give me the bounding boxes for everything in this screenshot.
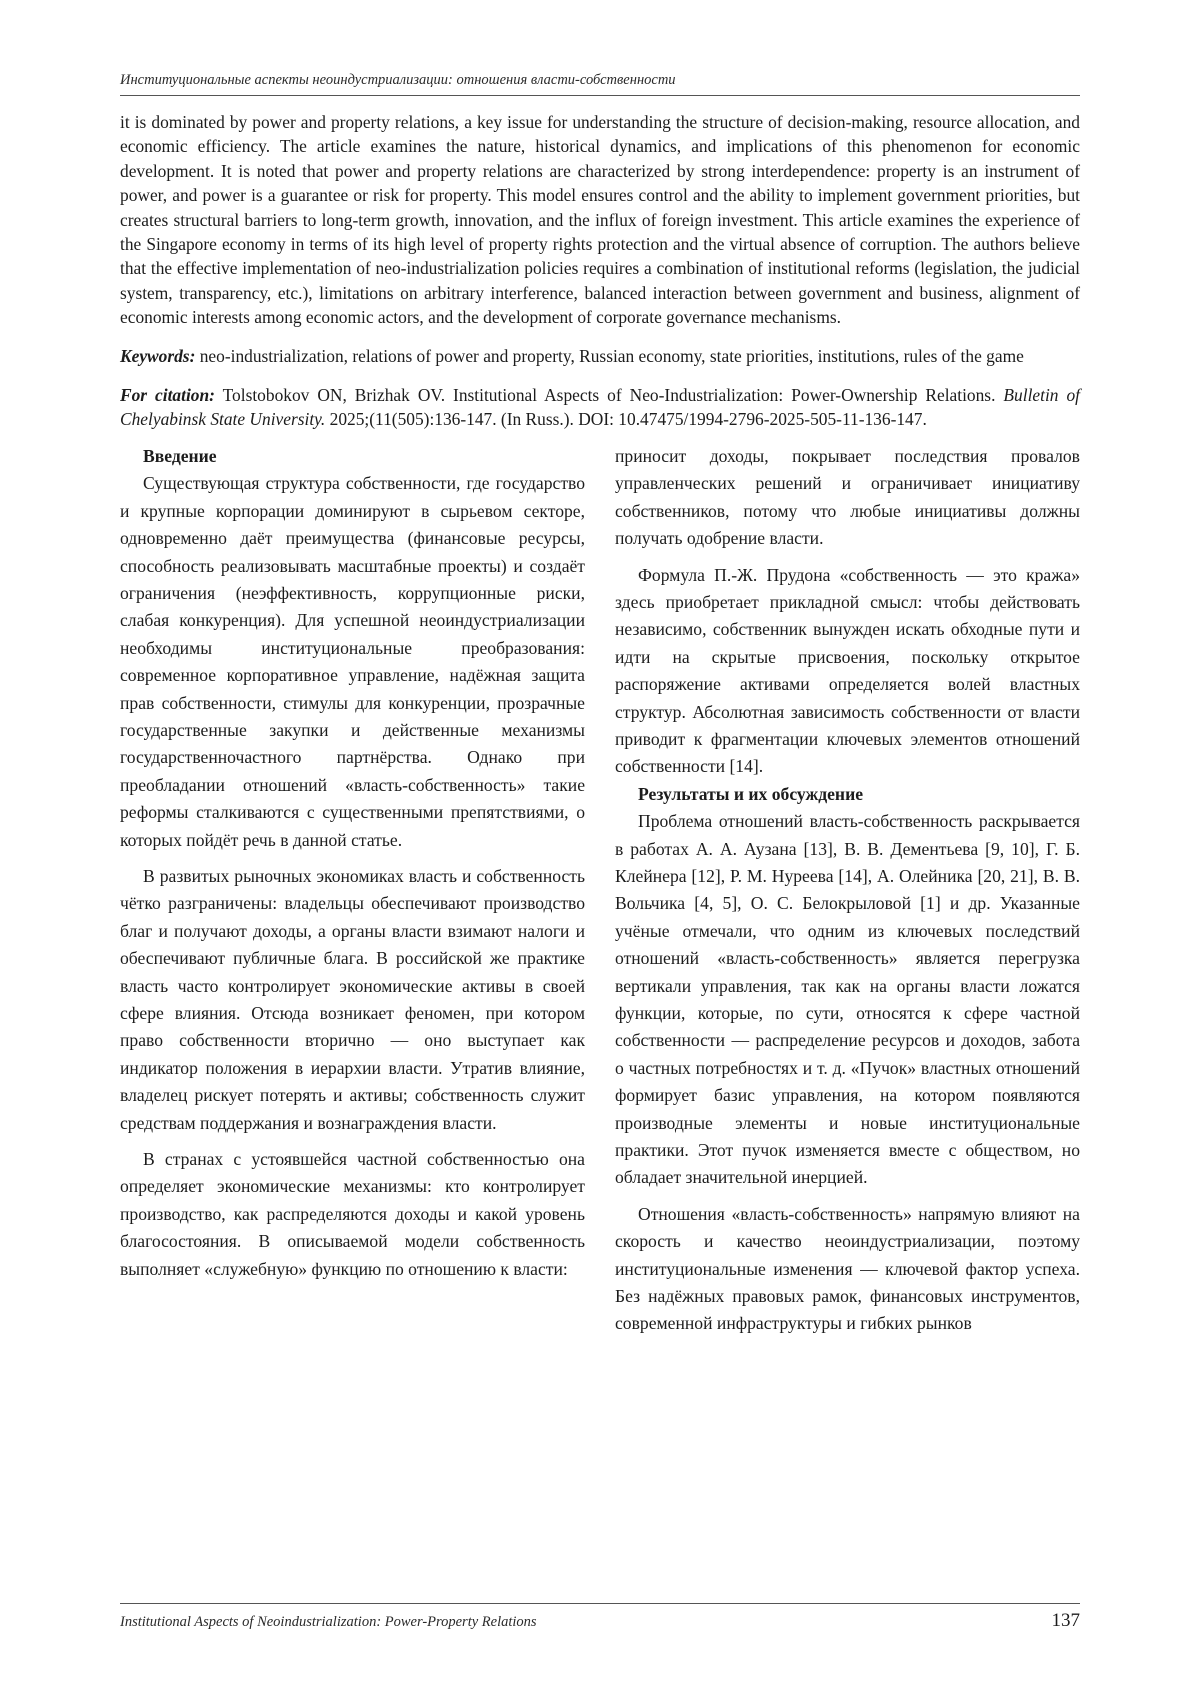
paragraph: В странах с устоявшейся частной собственностью она определяет экономические механизмы: кто контролирует производство, как распределяются доходы и какой уровень благосостояния. В описываемой модели собственность выполняет «служебную» функцию по отношению к власти: bbox=[120, 1149, 585, 1279]
right-column bbox=[615, 443, 1080, 1338]
keywords-label: Keywords: bbox=[120, 345, 196, 366]
paragraph: В развитых рыночных экономиках власть и собственность чётко разграничены: владельцы обеспечивают производство благ и получают доходы, а органы власти взимают налоги и обеспечивают публичные блага. В российской же практике власть часто контролирует экономические активы в своей сфере влияния. Отсюда возникает феномен, при котором право собственности вторично — оно выступает как индикатор положения в иерархии власти. Утратив влияние, владелец рискует потерять и активы; собственность служит средствам поддержания и вознаграждения власти. bbox=[120, 865, 585, 1133]
page-number: 137 bbox=[1051, 1610, 1080, 1631]
section-heading-results: Результаты и их обсуждение bbox=[638, 783, 864, 804]
citation-label: For citation: bbox=[120, 385, 215, 406]
paragraph-continued: приносит доходы, покрывает последствия провалов управленческих решений и ограничивает инициативу собственников, потому что любые инициативы должны получать одобрение власти. bbox=[615, 445, 1080, 549]
abstract-text: it is dominated by power and property relations, a key issue for understanding the structure of decision-making, resource allocation, and economic efficiency. The article examines the nature, historical dynamics, and implications of this phenomenon for economic development. It is noted that power and property relations are characterized by strong interdependence: property is an instrument of power, and power is a guarantee or risk for property. This model ensures control and the ability to implement government priorities, but creates structural barriers to long-term growth, innovation, and the influx of foreign investment. This article examines the experience of the Singapore economy in terms of its high level of property rights protection and the virtual absence of corruption. The authors believe that the effective implementation of neo-industrialization policies requires a combination of institutional reforms (legislation, the judicial system, transparency, etc.), limitations on arbitrary interference, balanced interaction between government and business, alignment of economic interests among economic actors, and the development of corporate governance mechanisms. bbox=[120, 112, 1080, 328]
citation-details: 2025;(11(505):136-147. (In Russ.). DOI: 10.47475/1994-2796-2025-505-11-136-147. bbox=[329, 409, 927, 430]
keywords-text: neo-industrialization, relations of power and property, Russian economy, state priorities, institutions, rules of the game bbox=[199, 345, 1024, 366]
citation-text: Tolstobokov ON, Brizhak OV. Institutional Aspects of Neo-Industrialization: Power-Ownership Relations. bbox=[222, 385, 996, 406]
page bbox=[120, 72, 1080, 1632]
section-heading-introduction: Введение bbox=[143, 445, 217, 466]
body-columns bbox=[120, 443, 1080, 1338]
keywords bbox=[120, 344, 1080, 368]
citation-journal: Bulletin of Chelyabinsk State University. bbox=[120, 385, 1080, 430]
citation bbox=[120, 383, 1080, 432]
footer-title: Institutional Aspects of Neoindustrialization: Power-Property Relations bbox=[120, 1614, 537, 1630]
running-footer bbox=[120, 1603, 1080, 1632]
running-header: Институциональные аспекты неоиндустриализации: отношения власти-собственности bbox=[120, 72, 1080, 96]
left-column bbox=[120, 443, 585, 1338]
paragraph: Проблема отношений власть-собственность раскрывается в работах А. А. Аузана [13], В. В. Дементьева [9, 10], Г. Б. Клейнера [12], Р. М. Нуреева [14], А. Олейника [20, 21], В. В. Вольчика [4, 5], О. С. Белокрыловой [1] и др. Указанные учёные отмечали, что одним из ключевых последствий отношений «власть-собственность» является перегрузка вертикали управления, так как на органы власти ложатся функции, которые, по сути, относятся к сфере частной собственности — распределение ресурсов и доходов, забота о частных потребностях и т. д. «Пучок» властных отношений формирует базис управления, на котором появляются производные элементы и новые институциональные практики. Этот пучок изменяется вместе с обществом, но обладает значительной инерцией. bbox=[615, 811, 1080, 1188]
paragraph: Отношения «власть-собственность» напрямую влияют на скорость и качество неоиндустриализации, поэтому институциональные изменения — ключевой фактор успеха. Без надёжных правовых рамок, финансовых инструментов, современной инфраструктуры и гибких рынков bbox=[615, 1203, 1080, 1334]
paragraph: Формула П.-Ж. Прудона «собственность — это кража» здесь приобретает прикладной смысл: чтобы действовать независимо, собственник вынужден искать обходные пути и идти на скрытые присвоения, поскольку открытое распоряжение активами определяется волей властных структур. Абсолютная зависимость собственности от власти приводит к фрагментации ключевых элементов отношений собственности [14]. bbox=[615, 564, 1080, 777]
paragraph: Существующая структура собственности, где государство и крупные корпорации доминируют в сырьевом секторе, одновременно даёт преимущества (финансовые ресурсы, способность реализовывать масштабные проекты) и создаёт ограничения (неэффективность, коррупционные риски, слабая конкуренция). Для успешной неоиндустриализации необходимы институциональные преобразования: современное корпоративное управление, надёжная защита прав собственности, стимулы для конкуренции, прозрачные государственные закупки и действенные механизмы государственночастного партнёрства. Однако при преобладании отношений «власть-собственность» такие реформы сталкиваются с существенными препятствиями, о которых пойдёт речь в данной статье. bbox=[120, 473, 585, 850]
